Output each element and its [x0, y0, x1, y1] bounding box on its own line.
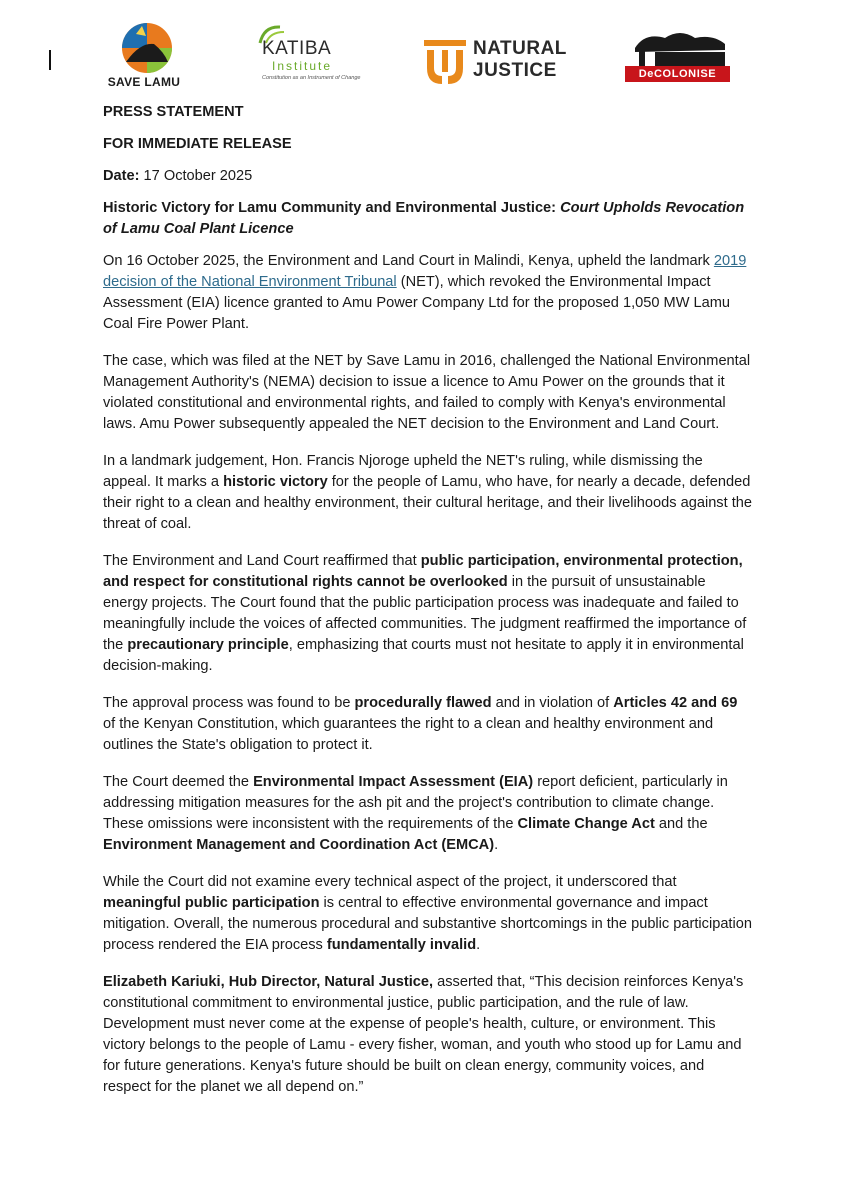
natural-justice-line-1: NATURAL: [473, 38, 567, 59]
p4-text-a: The Environment and Land Court reaffirmed that: [103, 553, 421, 569]
paragraph-5: [103, 693, 753, 756]
p7-text-c: .: [476, 937, 481, 953]
p1-text-b: (NET), which revoked the Environmental Impact Assessment (EIA) licence granted to Amu Power Company Ltd for the proposed 1,050 MW Lamu Coal Fire Power Plant.: [103, 274, 731, 332]
decolonise-logo: [625, 30, 730, 84]
logo-bar: [0, 0, 849, 100]
natural-justice-wordmark: [473, 38, 567, 82]
release-heading: FOR IMMEDIATE RELEASE: [103, 136, 292, 152]
p5-text-b: and in violation of: [491, 695, 614, 711]
paragraph-6: [103, 772, 753, 856]
paragraph-2: The case, which was filed at the NET by Save Lamu in 2016, challenged the National Environmental Management Authority's (NEMA) decision to issue a licence to Amu Power on the grounds that it violated constitutional and environmental rights, and failed to comply with Kenya's environmental laws. Amu Power subsequently appealed the NET decision to the Environment and Land Court.: [103, 353, 751, 432]
p8-speaker: Elizabeth Kariuki, Hub Director, Natural Justice,: [103, 974, 434, 990]
paragraph-7: [103, 872, 753, 956]
p4-text-c: , emphasizing that courts must not hesitate to apply it in environmental decision-making.: [103, 637, 744, 674]
p5-bold-2: Articles 42 and 69: [613, 695, 738, 711]
paragraph-1: [103, 251, 753, 335]
p7-bold-2: fundamentally invalid: [326, 937, 477, 953]
p6-text-d: .: [494, 837, 499, 853]
title-main: Historic Victory for Lamu Community and Environmental Justice:: [103, 200, 561, 216]
katiba-subtitle: Institute: [272, 59, 333, 73]
p4-bold-1: public participation, environmental protection, and respect for constitutional rights cannot be overlooked: [103, 553, 743, 590]
natural-justice-emblem-icon: [424, 40, 466, 84]
p6-bold-2: Climate Change Act: [517, 816, 655, 832]
p5-text-c: of the Kenyan Constitution, which guarantees the right to a clean and healthy environment and outlines the State's obligation to protect it.: [103, 716, 714, 753]
p4-bold-2: precautionary principle: [127, 637, 289, 653]
p7-bold-1: meaningful public participation: [103, 895, 320, 911]
p7-text-a: While the Court did not examine every technical aspect of the project, it underscored that: [103, 874, 677, 890]
factory-smoke-icon: [625, 30, 730, 68]
p5-bold-1: procedurally flawed: [354, 695, 492, 711]
katiba-institute-logo: [250, 24, 362, 88]
p3-text-a: In a landmark judgement, Hon. Francis Njoroge upheld the NET's ruling, while dismissing the appeal. It marks a: [103, 453, 703, 490]
p1-text-a: On 16 October 2025, the Environment and Land Court in Malindi, Kenya, upheld the landmark: [103, 253, 714, 269]
save-lamu-wordmark: SAVE LAMU: [107, 75, 181, 89]
net-decision-link[interactable]: 2019 decision of the National Environment Tribunal: [103, 253, 747, 290]
p3-text-b: for the people of Lamu, who have, for nearly a decade, defended their right to a clean and healthy environment, their cultural heritage, and their livelihoods against the threat of coal.: [103, 474, 753, 532]
statement-title: [103, 198, 753, 240]
press-statement: [103, 102, 753, 1109]
paragraph-8-quote: [103, 972, 753, 1098]
date-line: [103, 166, 753, 187]
p6-bold-1: Environmental Impact Assessment (EIA): [253, 774, 534, 790]
katiba-tagline: Constitution as an Instrument of Change: [262, 75, 361, 81]
decolonise-wordmark: DeCOLONISE: [625, 66, 730, 82]
katiba-wordmark: KATIBA: [262, 38, 332, 59]
date-value: 17 October 2025: [139, 168, 253, 184]
p8-quote-text: asserted that, “This decision reinforces Kenya's constitutional commitment to environmental justice, public participation, and the rule of law. Development must never come at the expense of people's health, culture, or environment. This victory belongs to the people of Lamu - every fisher, woman, and youth who stood up for Lamu and for future generations. Kenya's future should be built on clean energy, community voices, and respect for the planet we all depend on.”: [103, 974, 744, 1095]
p4-text-b: in the pursuit of unsustainable energy projects. The Court found that the public participation process was inadequate and failed to meaningfully include the voices of affected communities. The judgment reaffirmed the importance of the: [103, 574, 747, 653]
save-lamu-emblem-icon: [102, 22, 186, 76]
p6-text-c: and the: [654, 816, 708, 832]
save-lamu-logo: [102, 22, 186, 90]
p6-text-a: The Court deemed the: [103, 774, 254, 790]
p6-bold-3: Environment Management and Coordination Act (EMCA): [103, 837, 495, 853]
paragraph-3: [103, 451, 753, 535]
p3-bold-1: historic victory: [223, 474, 328, 490]
p6-text-b: report deficient, particularly in addressing mitigation measures for the ash pit and the project's contribution to climate change. These omissions were inconsistent with the requirements of the: [103, 774, 728, 832]
p5-text-a: The approval process was found to be: [103, 695, 355, 711]
paragraph-4: [103, 551, 753, 677]
natural-justice-line-2: JUSTICE: [473, 60, 557, 81]
date-label: Date:: [103, 168, 140, 184]
title-italic: Court Upholds Revocation of Lamu Coal Plant Licence: [103, 200, 745, 237]
p7-text-b: is central to effective environmental governance and impact mitigation. Overall, the numerous procedural and substantive shortcomings in the public participation process rendered the EIA process: [103, 895, 752, 953]
natural-justice-logo: [424, 38, 569, 84]
press-statement-heading: PRESS STATEMENT: [103, 104, 244, 120]
